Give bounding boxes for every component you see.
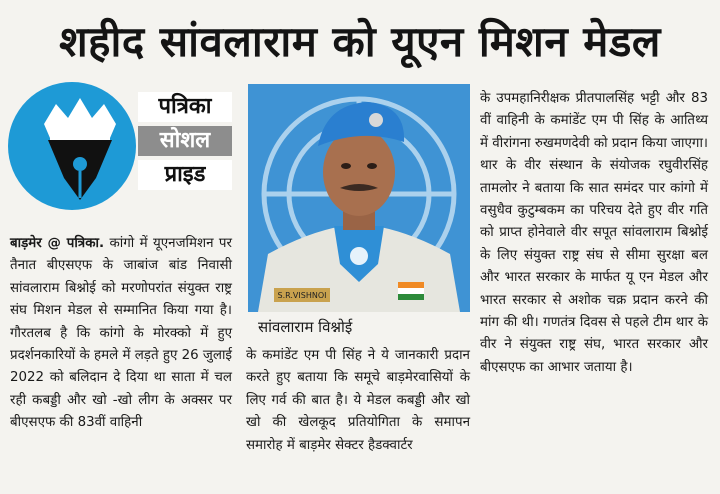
- brand-tag-social: सोशल: [138, 126, 232, 156]
- article-text-2: के कमांडेंट एम पी सिंह ने ये जानकारी प्रदान करते हुए बताया कि समूचे बाड़मेरवासियों के लिए गर्व की बात है। ये मेडल कबड्डी और खो खो की खेलकूद प्रतियोगिता के समापन समारोह में बाड़मेर सेक्टर हैडक्वार्टर: [246, 348, 470, 453]
- photo-caption: सांवलाराम विश्नोई: [248, 312, 470, 342]
- name-plate-text: S.R.VISHNOI: [277, 291, 327, 300]
- dateline: बाड़मेर @ पत्रिका.: [10, 236, 105, 251]
- crown-pen-nib-icon: [30, 94, 130, 202]
- article-column-1: [10, 233, 232, 435]
- brand-tag-patrika: पत्रिका: [138, 92, 232, 122]
- brand-tags: [138, 92, 238, 194]
- article-column-2: [246, 345, 470, 457]
- article-text-1: कांगो में यूएनजमिशन पर तैनात बीएसएफ के जाबांज बांड निवासी सांवलाराम बिश्नोई को मरणोपरांत संयुक्त राष्ट्र संघ मिशन मेडल से सम्मानित किया गया है। गौरतलब है कि कांगो के मोरक्को में हुए प्रदर्शनकारियों के हमले में लड़ते हुए 26 जुलाई 2022 को बलिदान दे दिया था साता में चल रही कबड्डी और खो -खो लीग के अक्सर पर बीएसएफ की 83वीं वाहिनी: [10, 236, 232, 431]
- brand-tag-pride: प्राइड: [138, 160, 232, 190]
- article-column-3: [480, 88, 708, 379]
- headline: शहीद सांवलाराम को यूएन मिशन मेडल: [59, 16, 661, 66]
- article-text-3: के उपमहानिरीक्षक प्रीतपालसिंह भट्टी और 83 वीं वाहिनी के कमांडेंट एम पी सिंह के आतिथ्य में वीरांगना रुखमणदेवी को प्रदान किया जाएगा। थार के वीर संस्थान के संयोजक रघुवीरसिंह तामलोर ने बताया कि सात समंदर पार कांगो में वसुधैव कुटुम्बकम का परिचय देते हुए वीर गति को प्राप्त होनेवाले वीर सपूत सांवलाराम बिश्नोई के लिए संयुक्त राष्ट्र संघ से सीमा सुरक्षा बल और भारत सरकार के मार्फत यू एन मेडल और भारत सरकार से अशोक चक्र प्रदान करने की मांग की थी। गणतंत्र दिवस से पहले टीम थार के वीर ने संयुक्त राष्ट्र संघ, भारत सरकार और बीएसएफ का आभार जताया है।: [480, 91, 708, 375]
- patrika-social-pride-logo: [8, 82, 240, 210]
- soldier-photo: [248, 84, 470, 312]
